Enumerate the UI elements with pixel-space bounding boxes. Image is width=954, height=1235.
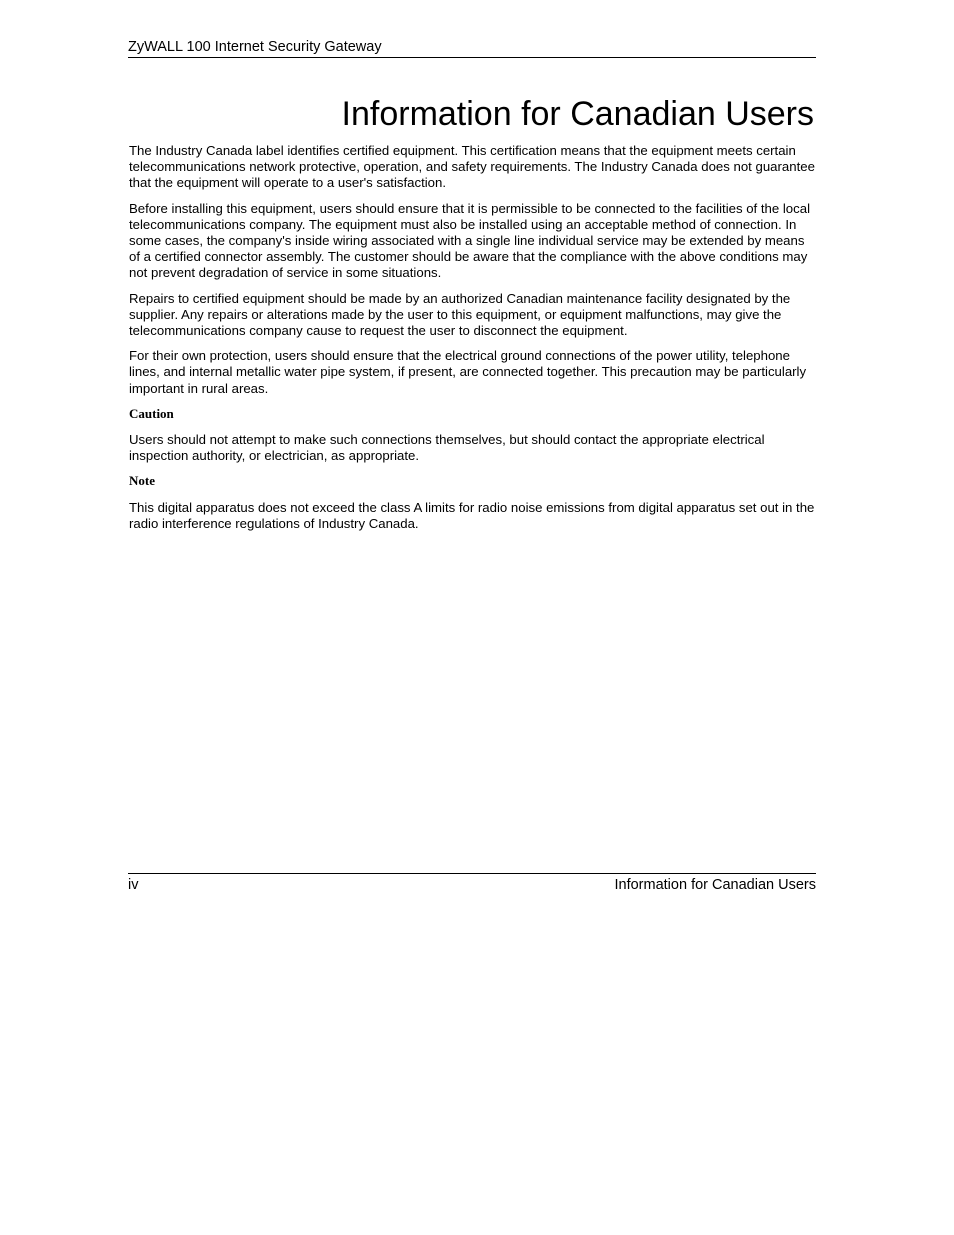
caution-text: Users should not attempt to make such connections themselves, but should contact the appropriate electrical inspection authority, or electrician, as appropriate. — [129, 432, 765, 464]
paragraph-repairs: Repairs to certified equipment should be made by an authorized Canadian maintenance facility designated by the supplier. Any repairs or alterations made by the user to this equipment, or equipment malfunctions, may give the telecommunications company cause to request the user to disconnect the equipment. — [129, 290, 791, 339]
page-number: iv — [128, 877, 139, 893]
paragraph-installation: Before installing this equipment, users should ensure that it is permissible to be connected to the facilities of the local telecommunications company. The equipment must also be installed using an acceptable method of connection. In some cases, the company's inside wiring associated with a single line individual service may be extended by means of a certified connector assembly. The customer should be aware that the compliance with the above conditions may not prevent degradation of service in some situations. — [129, 200, 810, 281]
body-text — [129, 143, 817, 541]
note-text: This digital apparatus does not exceed the class A limits for radio noise emissions from digital apparatus set out in the radio interference regulations of Industry Canada. — [129, 499, 815, 531]
caution-label: Caution — [129, 405, 174, 421]
note-label: Note — [129, 473, 155, 489]
paragraph-certification: The Industry Canada label identifies certified equipment. This certification means that the equipment meets certain telecommunications network protective, operation, and safety requirements. The Industry Canada does not guarantee that the equipment will operate to a user's satisfaction. — [129, 143, 815, 191]
running-header: ZyWALL 100 Internet Security Gateway — [128, 37, 816, 58]
footer-section-title: Information for Canadian Users — [614, 877, 816, 893]
paragraph-grounding: For their own protection, users should ensure that the electrical ground connections of the power utility, telephone lines, and internal metallic water pipe system, if present, are connected together. This precaution may be particularly important in rural areas. — [129, 348, 807, 396]
page-title: Information for Canadian Users — [341, 95, 814, 133]
running-footer — [128, 873, 816, 895]
